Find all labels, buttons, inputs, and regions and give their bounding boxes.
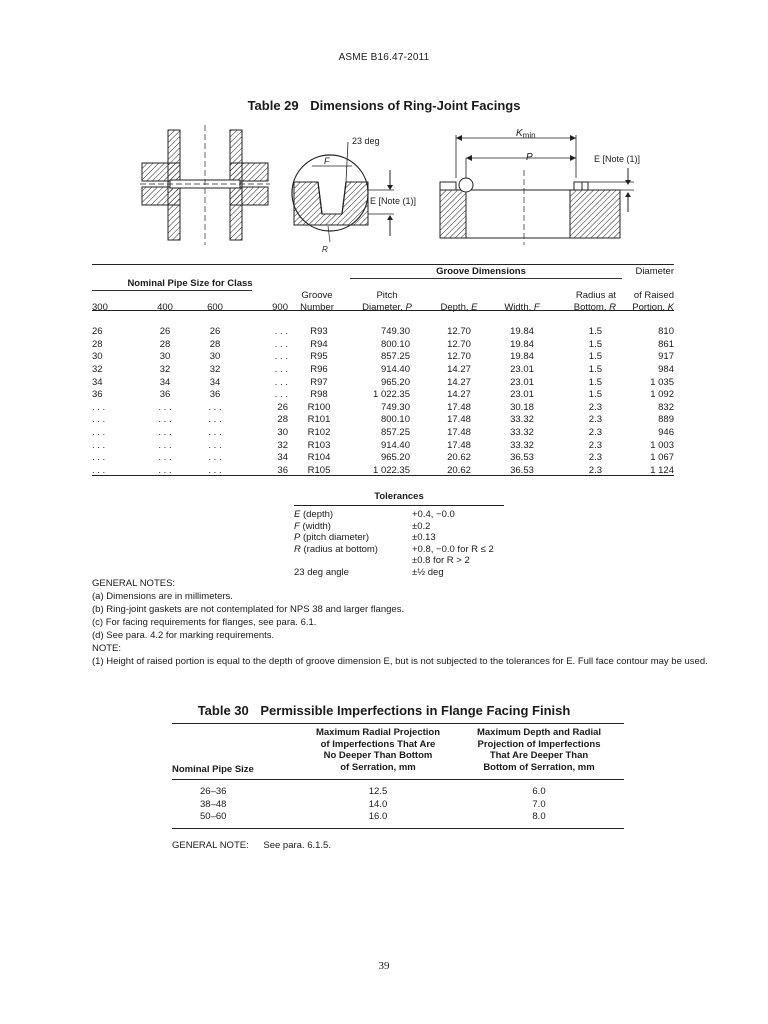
table-cell: . . . [92, 427, 106, 439]
pitch-header-line2: Diameter, P [362, 302, 412, 313]
table-cell: 30 [159, 351, 171, 363]
table-cell: . . . [274, 351, 288, 363]
table-cell: 36 [277, 464, 288, 476]
table-row [92, 439, 674, 452]
table-cell: 28 [277, 414, 288, 426]
table-cell: 26–36 [200, 786, 227, 797]
tolerance-value: ±0.2 [412, 520, 431, 532]
table-cell: 946 [658, 427, 674, 439]
tolerances-box [294, 490, 504, 578]
width-header: Width, F [504, 302, 540, 313]
table-cell: 7.0 [532, 798, 546, 810]
table-cell: . . . [274, 338, 288, 350]
tolerance-item: P (pitch diameter) ±0.13 [294, 532, 436, 543]
table-row [92, 414, 674, 427]
table-row [92, 452, 674, 465]
tolerance-item: E (depth) +0.4, −0.0 [294, 509, 455, 520]
table-cell: . . . [158, 414, 172, 426]
table-30-general-note [172, 840, 331, 851]
table-cell: 800.10 [380, 414, 410, 426]
table-cell: R100 [307, 401, 331, 413]
table-cell: 17.48 [447, 427, 471, 439]
tolerance-item [294, 555, 504, 567]
table-cell: . . . [274, 326, 288, 338]
table-cell: 984 [658, 364, 674, 376]
table-cell: 36 [92, 389, 103, 401]
table-cell: 34 [277, 452, 288, 464]
tolerances-rule [294, 505, 504, 506]
table-cell: 12.70 [447, 326, 471, 338]
table-row [92, 427, 674, 440]
table-cell: 2.3 [588, 427, 602, 439]
table-cell: 1.5 [588, 351, 602, 363]
table-cell: . . . [208, 414, 222, 426]
table-cell: 26 [277, 401, 288, 413]
flange-assembly-drawing [140, 125, 270, 245]
table-29-title-text: Dimensions of Ring-Joint Facings [310, 98, 521, 113]
table-29-notes [92, 577, 712, 668]
table-cell: . . . [208, 464, 222, 476]
general-note-item: (c) For facing requirements for flanges, see para. 6.1. [92, 617, 317, 628]
table-cell: R96 [310, 364, 328, 376]
table-cell: 36 [159, 389, 171, 401]
table-29 [92, 266, 674, 477]
f-label: F [324, 156, 330, 166]
table-cell: R102 [307, 427, 331, 439]
groove-group-header: Groove Dimensions [436, 266, 526, 277]
table-cell: 19.84 [510, 338, 534, 350]
table-30-header [172, 727, 624, 775]
table-cell: 1.5 [588, 338, 602, 350]
table-30-general-note-text: See para. 6.1.5. [263, 840, 331, 851]
table-cell: 8.0 [532, 811, 546, 822]
table-cell: 32 [92, 364, 103, 376]
table-cell: 14.27 [447, 389, 471, 401]
table-cell: . . . [208, 439, 222, 451]
table-cell: 33.32 [510, 414, 534, 426]
table-cell: 965.20 [380, 376, 410, 388]
table-cell: 30.18 [510, 401, 534, 413]
table-29-number: Table 29 [247, 98, 299, 113]
table-cell: . . . [208, 401, 222, 413]
diameter-header-line1: Diameter [635, 266, 674, 277]
table-29-top-rule [92, 264, 674, 265]
table-cell: . . . [208, 452, 222, 464]
table-cell: 2.3 [588, 401, 602, 413]
table-30-top-rule [172, 723, 624, 724]
table-cell: 1.5 [588, 326, 602, 338]
table-cell: 28 [159, 338, 171, 350]
diameter-header-line2: of Raised [633, 290, 674, 301]
table-cell: 12.70 [447, 351, 471, 363]
table-30-bottom-rule [172, 828, 624, 829]
table-cell: 36.53 [510, 452, 534, 464]
table-cell: 965.20 [380, 452, 410, 464]
flange-section-drawing [420, 120, 640, 250]
table-cell: . . . [208, 427, 222, 439]
p-label: P [526, 152, 533, 163]
pitch-header-line1: Pitch [376, 290, 398, 301]
tolerances-list [294, 509, 504, 578]
table-cell: 889 [658, 414, 674, 426]
class-400-header: 400 [157, 302, 173, 313]
table-cell: . . . [92, 452, 106, 464]
table-cell: 832 [658, 401, 674, 413]
note-title: NOTE: [92, 643, 122, 654]
table-cell: 26 [159, 326, 171, 338]
table-29-body [92, 326, 674, 477]
table-cell: 32 [277, 439, 288, 451]
nominal-group-rule [92, 290, 252, 291]
table-cell: . . . [158, 427, 172, 439]
tolerance-value: ±0.13 [412, 532, 436, 543]
table-cell: . . . [274, 364, 288, 376]
table-30-col3-header: Maximum Depth and Radial Projection of Imperfections That Are Deeper Than Bottom of Serration, mm [476, 727, 602, 773]
table-row [92, 339, 674, 352]
general-note-item: (a) Dimensions are in millimeters. [92, 591, 233, 602]
table-cell: . . . [158, 464, 172, 476]
k-label: $K_{min}$ [516, 128, 536, 140]
class-900-header: 900 [272, 302, 288, 313]
table-cell: . . . [92, 439, 106, 451]
table-cell: 6.0 [532, 786, 546, 797]
table-cell: 36.53 [510, 464, 534, 476]
table-cell: 19.84 [510, 351, 534, 363]
table-cell: 1 022.35 [373, 464, 410, 476]
table-row [92, 364, 674, 377]
table-cell: 857.25 [380, 427, 410, 439]
table-30-header-rule [172, 779, 624, 780]
table-row [172, 811, 624, 824]
table-cell: 2.3 [588, 452, 602, 464]
tolerance-item: R (radius at bottom) +0.8, −0.0 for R ≤ 2 [294, 543, 494, 555]
table-cell: 1 092 [650, 389, 674, 401]
table-row [92, 376, 674, 389]
table-cell: 917 [658, 351, 674, 363]
groove-number-header-line2: Number [300, 302, 334, 313]
table-cell: R94 [310, 338, 328, 350]
table-cell: 32 [159, 364, 171, 376]
table-cell: 17.48 [447, 401, 471, 413]
e-note-label-right: E [Note (1)] [594, 154, 641, 164]
table-cell: 1 067 [650, 452, 674, 464]
angle-label: 23 deg [352, 136, 380, 146]
depth-header: Depth, E [440, 302, 478, 313]
table-cell: 23.01 [510, 376, 534, 388]
diameter-header-line3: Portion, K [632, 302, 674, 313]
table-cell: 33.32 [510, 427, 534, 439]
table-cell: 23.01 [510, 389, 534, 401]
table-cell: R103 [307, 439, 331, 451]
table-cell: 1.5 [588, 376, 602, 388]
table-cell: . . . [274, 389, 288, 401]
table-cell: . . . [158, 439, 172, 451]
table-row [92, 326, 674, 339]
table-cell: 14.0 [368, 798, 388, 810]
table-30-general-note-label: GENERAL NOTE: [172, 840, 249, 851]
tolerance-value: ±0.8 for R > 2 [412, 555, 470, 566]
table-cell: 34 [209, 376, 221, 388]
table-30-number: Table 30 [197, 703, 249, 718]
table-cell: 1 124 [650, 464, 674, 476]
table-cell: 30 [92, 351, 103, 363]
table-cell: 857.25 [380, 351, 410, 363]
table-cell: R98 [310, 389, 328, 401]
table-cell: R97 [310, 376, 328, 388]
groove-number-header-line1: Groove [301, 290, 333, 301]
table-cell: 26 [209, 326, 221, 338]
nominal-group-header: Nominal Pipe Size for Class [127, 278, 253, 289]
table-cell: 34 [159, 376, 171, 388]
table-cell: 34 [92, 376, 103, 388]
table-cell: 2.3 [588, 414, 602, 426]
table-cell: . . . [92, 464, 106, 476]
r-label: R [322, 245, 328, 254]
table-cell: 38–48 [200, 798, 227, 810]
table-cell: 1 022.35 [373, 389, 410, 401]
groove-detail-drawing [290, 130, 417, 258]
radius-header-line1: Radius at [575, 290, 616, 301]
table-row [172, 786, 624, 799]
tolerance-item: F (width) ±0.2 [294, 520, 431, 532]
table-29-title [0, 98, 768, 113]
table-cell: 28 [209, 338, 221, 350]
tolerances-title: Tolerances [374, 491, 424, 502]
table-cell: 14.27 [447, 364, 471, 376]
table-cell: 14.27 [447, 376, 471, 388]
table-cell: 19.84 [510, 326, 534, 338]
table-cell: 20.62 [447, 464, 471, 476]
tolerance-item: 23 deg angle ±½ deg [294, 566, 444, 578]
table-row [92, 351, 674, 364]
table-cell: R101 [307, 414, 331, 426]
general-note-item: (d) See para. 4.2 for marking requirements. [92, 630, 275, 641]
table-cell: 914.40 [380, 364, 410, 376]
table-29-header-rule [92, 310, 674, 311]
table-cell: . . . [158, 401, 172, 413]
general-notes-title: GENERAL NOTES: [92, 578, 176, 589]
table-cell: 1.5 [588, 364, 602, 376]
table-cell: R95 [310, 351, 328, 363]
table-cell: 17.48 [447, 439, 471, 451]
table-cell: 16.0 [368, 811, 388, 822]
class-300-header: 300 [92, 302, 108, 313]
table-cell: 17.48 [447, 414, 471, 426]
table-cell: 36 [209, 389, 221, 401]
table-cell: R93 [310, 326, 328, 338]
table-cell: 12.5 [368, 786, 388, 797]
table-cell: 810 [658, 326, 674, 338]
table-30-title-text: Permissible Imperfections in Flange Facing Finish [260, 703, 571, 718]
general-notes-list [92, 590, 712, 642]
table-cell: 749.30 [380, 326, 410, 338]
table-cell: 23.01 [510, 364, 534, 376]
table-cell: . . . [274, 376, 288, 388]
table-cell: R104 [307, 452, 331, 464]
groove-group-rule [350, 278, 622, 279]
table-row [92, 389, 674, 402]
table-cell: 2.3 [588, 439, 602, 451]
running-header: ASME B16.47-2011 [338, 52, 430, 63]
table-30-body [172, 786, 624, 824]
table-row [172, 799, 624, 812]
table-cell: 800.10 [380, 338, 410, 350]
table-29-bottom-rule [92, 475, 674, 476]
table-cell: . . . [158, 452, 172, 464]
table-cell: . . . [92, 401, 106, 413]
table-cell: 12.70 [447, 338, 471, 350]
general-note-item: (b) Ring-joint gaskets are not contemplated for NPS 38 and larger flanges. [92, 604, 405, 615]
table-cell: 33.32 [510, 439, 534, 451]
tolerance-value: +0.4, −0.0 [412, 509, 455, 520]
table-cell: 2.3 [588, 464, 602, 476]
e-note-label-left: E [Note (1)] [370, 196, 417, 206]
table-cell: 1 003 [650, 439, 674, 451]
table-cell: 914.40 [380, 439, 410, 451]
table-row [92, 402, 674, 415]
table-cell: 50–60 [200, 811, 227, 822]
table-cell: 1.5 [588, 389, 602, 401]
table-cell: 30 [209, 351, 221, 363]
table-cell: R105 [307, 464, 331, 476]
page-number: 39 [378, 960, 390, 972]
table-cell: 861 [658, 338, 674, 350]
table-30 [172, 727, 624, 824]
tolerance-value: ±½ deg [412, 566, 444, 578]
radius-header-line2: Bottom, R [573, 302, 616, 313]
table-30-col1-header: Nominal Pipe Size [172, 763, 254, 775]
note-1: (1) Height of raised portion is equal to the depth of groove dimension E, but is not subjected to the tolerances for E. Full face contour may be used. [92, 656, 708, 667]
table-cell: 26 [92, 326, 103, 338]
table-cell: 749.30 [380, 401, 410, 413]
table-cell: 30 [277, 427, 288, 439]
table-cell: . . . [92, 414, 106, 426]
table-cell: 32 [209, 364, 221, 376]
class-600-header: 600 [207, 302, 223, 313]
tolerance-value: +0.8, −0.0 for R ≤ 2 [412, 543, 494, 555]
table-cell: 28 [92, 338, 103, 350]
table-cell: 20.62 [447, 452, 471, 464]
table-cell: 1 035 [650, 376, 674, 388]
table-30-title [0, 703, 768, 718]
table-30-col2-header: Maximum Radial Projection of Imperfections That Are No Deeper Than Bottom of Serration, mm [315, 727, 441, 773]
